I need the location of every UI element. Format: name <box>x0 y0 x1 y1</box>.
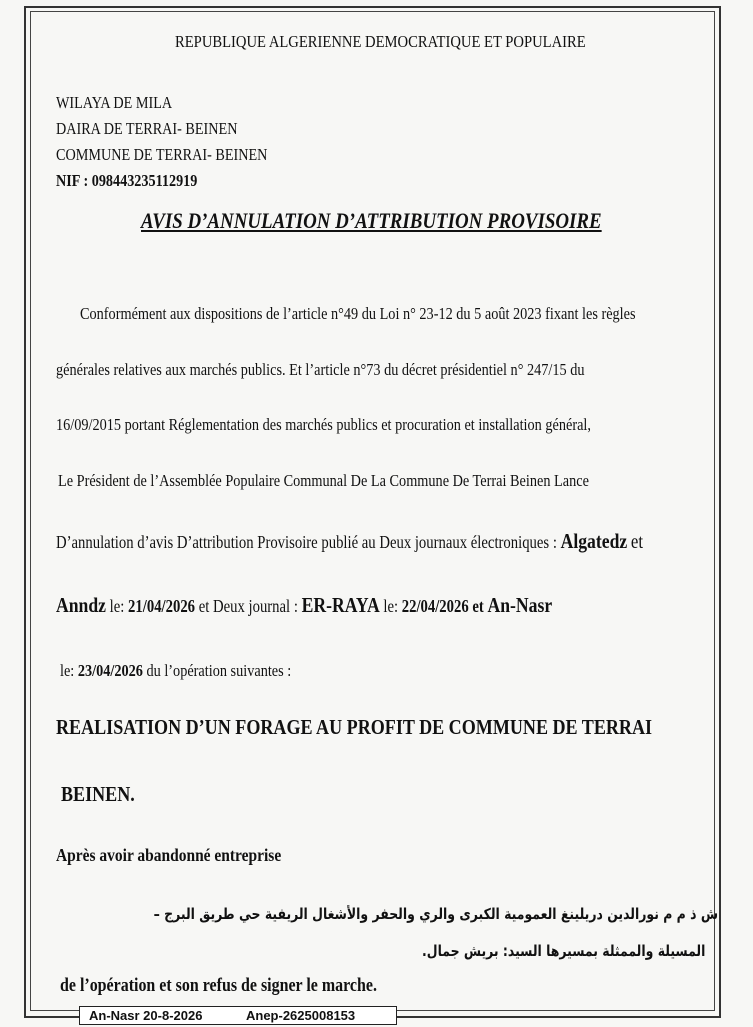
newspaper-anndz: Anndz <box>56 593 107 617</box>
newspaper-an-nasr: An-Nasr <box>487 593 553 617</box>
body-line-6-mid: et Deux journal : <box>198 596 298 616</box>
body-line-1: Conformément aux dispositions de l’article n°49 du Loi n° 23-12 du 5 août 2023 fixant les règles <box>80 304 636 323</box>
wilaya-line: WILAYA DE MILA <box>56 93 173 112</box>
body-line-7 <box>60 661 291 681</box>
commune-line: COMMUNE DE TERRAI- BEINEN <box>56 145 268 164</box>
newspaper-algatedz: Algatedz <box>560 529 628 553</box>
body-line-5-et: et <box>630 531 644 553</box>
body-line-6-et: et <box>472 596 484 616</box>
label-le-2: le: <box>383 596 399 616</box>
date-er-raya: 22/04/2026 <box>401 596 469 616</box>
closing-line: de l’opération et son refus de signer le marche. <box>60 975 377 996</box>
republic-heading: REPUBLIQUE ALGERIENNE DEMOCRATIQUE ET POPULAIRE <box>175 32 586 51</box>
project-line-2: BEINEN. <box>61 782 135 806</box>
date-an-nasr: 23/04/2026 <box>77 661 143 680</box>
arabic-line-1: ش ذ م م نورالدين دريلينغ العمومية الكبرى والري والحفر والأشغال الريفية حي طريق البرج – <box>153 905 718 923</box>
project-line-1: REALISATION D’UN FORAGE AU PROFIT DE COMMUNE DE TERRAI <box>56 715 653 739</box>
body-line-5-text: D’annulation d’avis D’attribution Provisoire publié au Deux journaux électroniques : <box>56 532 557 552</box>
footer-paper: An-Nasr 20-8-2026 <box>89 1008 203 1023</box>
footer-reference-box <box>79 1006 397 1025</box>
body-line-5 <box>56 529 643 554</box>
label-le-1: le: <box>109 596 125 616</box>
notice-title: AVIS D’ANNULATION D’ATTRIBUTION PROVISOIRE <box>141 208 602 233</box>
body-line-2: générales relatives aux marchés publics. Et l’article n°73 du décret présidentiel n° 247/15 du <box>56 360 585 379</box>
body-line-3: 16/09/2015 portant Réglementation des marchés publics et procuration et installation général, <box>56 415 591 434</box>
footer-ref: Anep-2625008153 <box>246 1008 356 1023</box>
newspaper-er-raya: ER-RAYA <box>301 593 380 617</box>
date-anndz: 21/04/2026 <box>128 596 196 616</box>
abandon-line: Après avoir abandonné entreprise <box>56 845 282 865</box>
daira-line: DAIRA DE TERRAI- BEINEN <box>56 119 238 138</box>
arabic-line-2: المسيلة والممثلة بمسيرها السيد: بريش جمال. <box>421 942 705 960</box>
nif-line: NIF : 098443235112919 <box>56 171 198 190</box>
label-le-3: le: <box>60 661 75 680</box>
body-line-6 <box>56 593 552 618</box>
body-line-7-rest: du l’opération suivantes : <box>146 661 292 680</box>
body-line-4: Le Président de l’Assemblée Populaire Communal De La Commune De Terrai Beinen Lance <box>58 471 589 490</box>
